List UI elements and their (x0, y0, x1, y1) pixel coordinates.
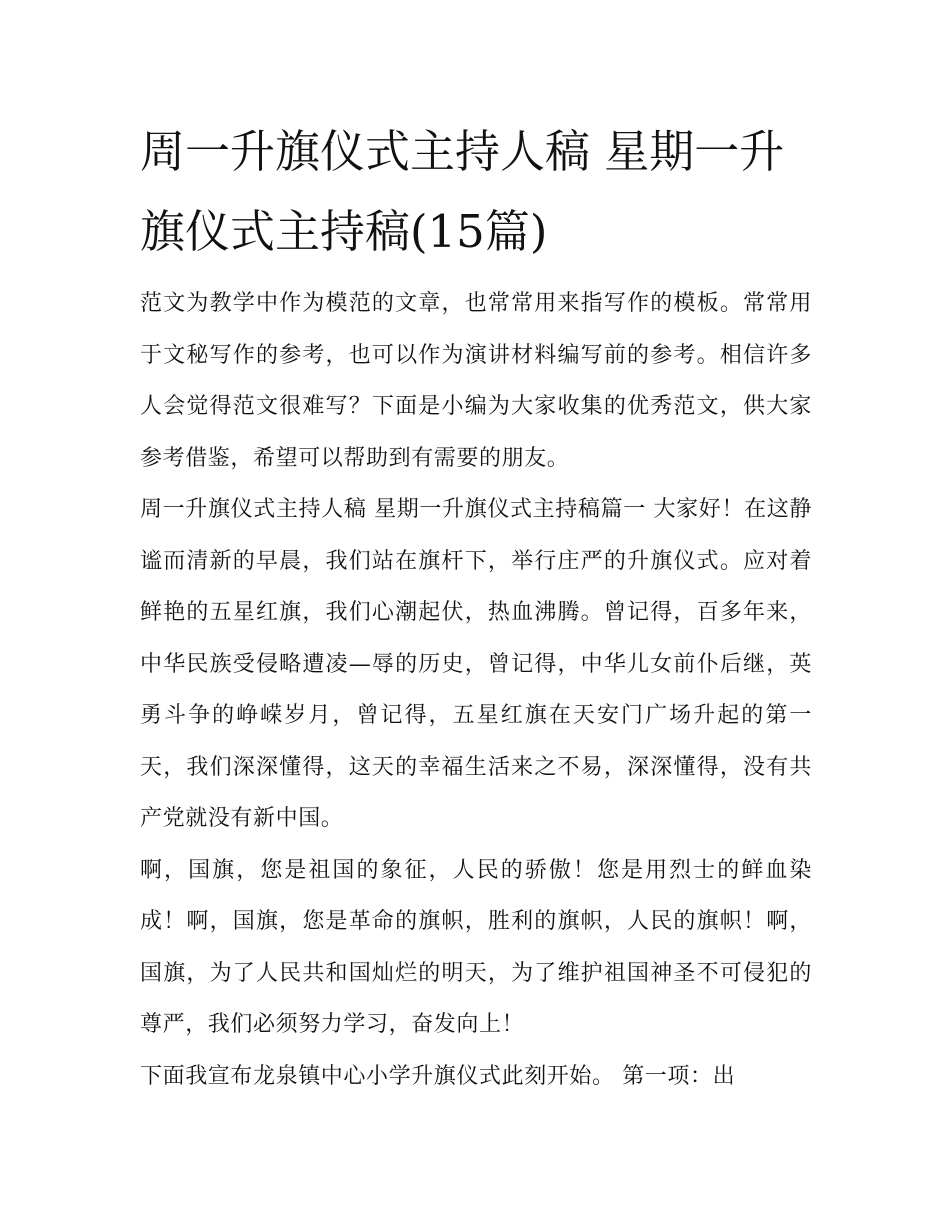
paragraph-intro: 范文为教学中作为模范的文章，也常常用来指写作的模板。常常用于文秘写作的参考，也可以作为演讲材料编写前的参考。相信许多人会觉得范文很难写？下面是小编为大家收集的优秀范文，供大家参考借鉴，希望可以帮助到有需要的朋友。 (140, 291, 812, 471)
document-content (140, 112, 812, 1102)
paragraph-flag-ode: 啊，国旗，您是祖国的象征，人民的骄傲！您是用烈士的鲜血染成！啊，国旗，您是革命的旗帜，胜利的旗帜，人民的旗帜！啊，国旗，为了人民共和国灿烂的明天，为了维护祖国神圣不可侵犯的尊严，我们必须努力学习，奋发向上！ (140, 857, 812, 1037)
document-title: 周一升旗仪式主持人稿 星期一升旗仪式主持稿(15篇) (140, 125, 785, 258)
document-body (140, 278, 812, 1102)
paragraph-ceremony-start: 下面我宣布龙泉镇中心小学升旗仪式此刻开始。 第一项：出 (140, 1063, 736, 1089)
paragraph-opening: 周一升旗仪式主持人稿 星期一升旗仪式主持稿篇一 大家好！在这静谧而清新的早晨，我们站在旗杆下，举行庄严的升旗仪式。应对着鲜艳的五星红旗，我们心潮起伏，热血沸腾。曾记得，百多年来，中华民族受侵略遭凌—辱的历史，曾记得，中华儿女前仆后继，英勇斗争的峥嵘岁月，曾记得，五星红旗在天安门广场升起的第一天，我们深深懂得，这天的幸福生活来之不易，深深懂得，没有共产党就没有新中国。 (140, 497, 812, 831)
